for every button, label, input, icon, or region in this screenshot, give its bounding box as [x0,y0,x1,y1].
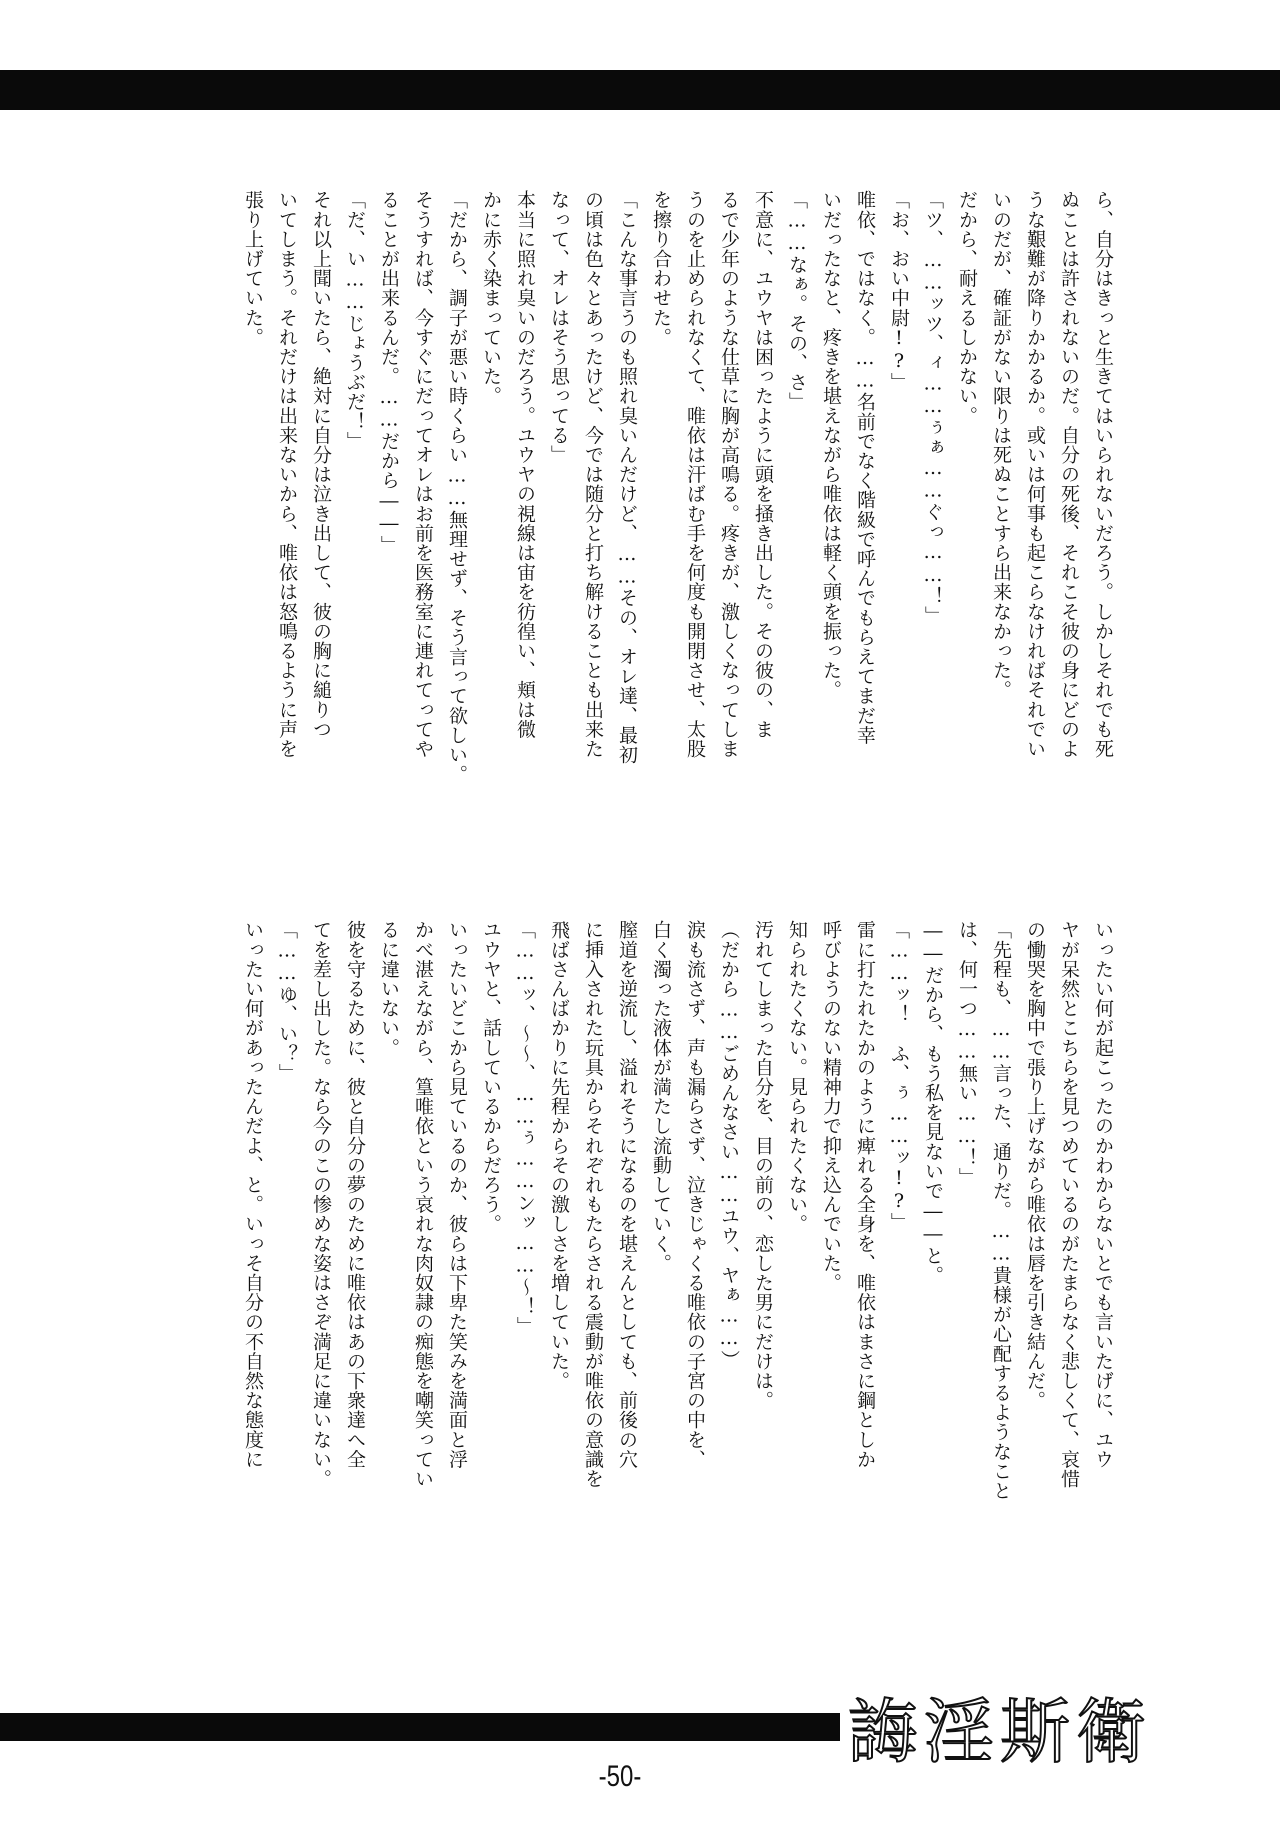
page-number: -50- [598,1760,642,1793]
text-line: それ以上聞いたら、絶対に自分は泣き出して、彼の胸に縋りつ [310,190,332,739]
text-line: 「だ、い……じょうぶだ！」 [344,190,366,451]
text-line: 雷に打たれたかのように痺れる全身を、唯依はまさに鋼としか [854,920,876,1469]
upper-text-block [160,190,1120,890]
text-line: ユウヤと、話しているからだろう。 [480,920,502,1234]
text-line: ――だから、もう私を見ないで――と。 [922,920,944,1285]
text-line: るで少年のような仕草に胸が高鳴る。疼きが、激しくなってしま [718,190,740,759]
text-line: 「……ゆ、い？」 [276,920,298,1083]
text-line: 彼を守るために、彼と自分の夢のために唯依はあの下衆達へ全 [344,920,366,1469]
text-line: だから、耐えるしかない。 [956,190,978,426]
text-line: いったい何があったんだよ、と。いっそ自分の不自然な態度に [242,920,264,1469]
text-line: 「こんな事言うのも照れ臭いんだけど、……その、オレ達、最初 [616,190,638,765]
text-line: は、何一つ……無い……！」 [956,920,978,1187]
text-line: ら、自分はきっと生きてはいられないだろう。しかしそれでも死 [1092,190,1114,759]
text-line: 知られたくない。見られたくない。 [786,920,808,1234]
text-line: 不意に、ユウヤは困ったように頭を掻き出した。その彼の、ま [752,190,774,739]
text-line: ヤが呆然とこちらを見つめているのがたまらなく悲しくて、哀惜 [1058,920,1080,1489]
text-line: いてしまう。それだけは出来ないから、唯依は怒鳴るように声を [276,190,298,759]
text-line: 「……ッ！ ふ、ぅ……ッ!?」 [888,920,910,1232]
bottom-black-bar [0,1713,840,1741]
text-line: 膣道を逆流し、溢れそうになるのを堪えんとしても、前後の穴 [616,920,638,1469]
text-line: 「先程も、……言った、通りだ。……貴様が心配するようなこと [990,920,1012,1501]
text-line: 涙も流さず、声も漏らさず、泣きじゃくる唯依の子宮の中を、 [684,920,706,1469]
text-line: かに赤く染まっていた。 [480,190,502,406]
text-line: に挿入された玩具からそれぞれもたらされる震動が唯依の意識を [582,920,604,1489]
text-line: てを差し出した。なら今のこの惨めな姿はさぞ満足に違いない。 [310,920,332,1489]
title-logo: 誨淫斯衛 [848,1690,1152,1773]
text-line: うな艱難が降りかかるか。或いは何事も起こらなければそれでい [1024,190,1046,759]
text-line: そうすれば、今すぐにだってオレはお前を医務室に連れてってや [412,190,434,759]
text-line: の慟哭を胸中で張り上げながら唯依は唇を引き結んだ。 [1024,920,1046,1410]
text-line: いのだが、確証がない限りは死ぬことすら出来なかった。 [990,190,1012,700]
text-line: 「……なぁ。その、さ」 [786,190,808,412]
lower-text-block [160,920,1120,1620]
text-line: 「だから、調子が悪い時くらい……無理せず、そう言って欲しい。 [446,190,468,784]
text-line: 汚れてしまった自分を、目の前の、恋した男にだけは。 [752,920,774,1410]
text-line: いだったなと、疼きを堪えながら唯依は軽く頭を振った。 [820,190,842,700]
text-line: 張り上げていた。 [242,190,264,347]
text-line: を擦り合わせた。 [650,190,672,347]
text-line: 「ツ、……ッツ、ィ……ぅぁ……ぐっ……！」 [922,190,944,626]
text-line: 白く濁った液体が満たし流動していく。 [650,920,672,1273]
text-line: かべ湛えながら、篁唯依という哀れな肉奴隷の痴態を嘲笑ってい [412,920,434,1489]
text-line: うのを止められなくて、唯依は汗ばむ手を何度も開閉させ、太股 [684,190,706,759]
text-line: ぬことは許されないのだ。自分の死後、それこそ彼の身にどのよ [1058,190,1080,759]
text-line: （だから……ごめんなさい……ユウ、ヤぁ……） [718,920,740,1370]
text-line: なって、オレはそう思ってる」 [548,190,570,465]
text-line: 本当に照れ臭いのだろう。ユウヤの視線は宙を彷徨い、頬は微 [514,190,536,739]
top-black-bar [0,70,1280,110]
text-line: るに違いない。 [378,920,400,1058]
text-line: 「……ッ、～～、……ぅ……ンッ……～！」 [514,920,536,1336]
text-line: 「お、おい中尉!?」 [888,190,910,392]
text-line: 唯依、ではなく。……名前でなく階級で呼んでもらえてまだ幸 [854,190,876,745]
text-line: 呼びようのない精神力で抑え込んでいた。 [820,920,842,1293]
text-line: の頃は色々とあったけど、今では随分と打ち解けることも出来た [582,190,604,759]
text-line: いったいどこから見ているのか、彼らは下卑た笑みを満面と浮 [446,920,468,1469]
text-line: いったい何が起こったのかわからないとでも言いたげに、ユウ [1092,920,1114,1469]
text-line: ることが出来るんだ。……だから――」 [378,190,400,555]
text-line: 飛ばさんばかりに先程からその激しさを増していた。 [548,920,570,1391]
